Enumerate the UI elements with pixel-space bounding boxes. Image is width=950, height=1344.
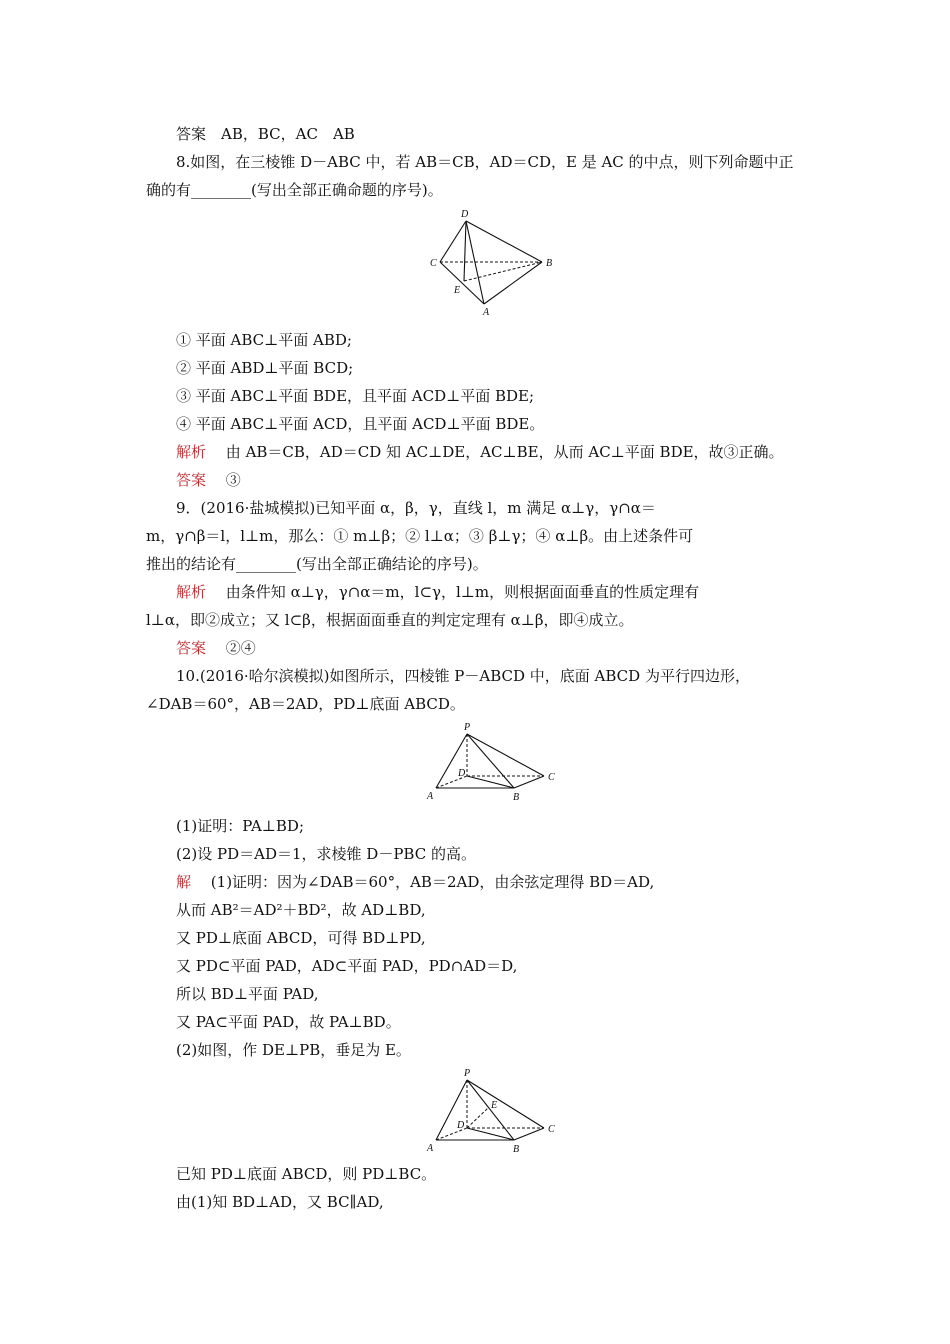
solution-line-4: 又 PD⊂平面 PAD，AD⊂平面 PAD，PD∩AD＝D,	[176, 957, 518, 975]
analysis-8	[176, 442, 784, 462]
fig1-label-a: A	[483, 307, 490, 318]
fig2-label-b: B	[513, 792, 520, 803]
answer-label: 答案	[176, 639, 207, 657]
fig2-label-a: A	[427, 791, 434, 802]
solution-label: 解	[176, 873, 192, 891]
fig1-label-c: C	[430, 258, 437, 269]
proposition-1: ① 平面 ABC⊥平面 ABD;	[176, 331, 352, 349]
fig3-label-p: P	[464, 1068, 471, 1079]
solution-10	[176, 872, 654, 892]
fig3-label-a: A	[427, 1143, 434, 1154]
answer-text: ③	[225, 471, 241, 489]
question-10-line-1: 10.(2016·哈尔滨模拟)如图所示，四棱锥 P－ABCD 中，底面 ABCD 为平行四边形，	[176, 667, 750, 685]
analysis-label: 解析	[176, 443, 207, 461]
analysis-label: 解析	[176, 583, 207, 601]
answer-9	[176, 638, 256, 658]
question-9-line-1: 9．(2016·盐城模拟)已知平面 α，β，γ，直线 l，m 满足 α⊥γ，γ∩α＝	[176, 499, 656, 517]
fig3-label-d: D	[457, 1120, 465, 1131]
analysis-9	[176, 582, 699, 602]
solution-line-2: 从而 AB²＝AD²＋BD²，故 AD⊥BD,	[176, 901, 426, 919]
question-9-line-2: m，γ∩β＝l，l⊥m，那么：① m⊥β；② l⊥α；③ β⊥γ；④ α⊥β。由上述条件可	[146, 527, 694, 545]
question-10-part-2: (2)设 PD＝AD＝1，求棱锥 D－PBC 的高。	[176, 845, 476, 863]
solution-line-5: 所以 BD⊥平面 PAD,	[176, 985, 319, 1003]
solution-line-9: 由(1)知 BD⊥AD，又 BC∥AD,	[176, 1193, 384, 1211]
analysis-9-line-2: l⊥α，即②成立；又 l⊂β，根据面面垂直的判定定理有 α⊥β，即④成立。	[146, 611, 634, 629]
question-10-line-2: ∠DAB＝60°，AB＝2AD，PD⊥底面 ABCD。	[146, 695, 465, 713]
fig2-label-p: P	[464, 722, 471, 733]
fig1-label-b: B	[546, 258, 553, 269]
answer-8	[176, 470, 241, 490]
fig2-label-d: D	[458, 768, 466, 779]
proposition-4: ④ 平面 ABC⊥平面 ACD，且平面 ACD⊥平面 BDE。	[176, 415, 545, 433]
fig1-label-d: D	[461, 209, 469, 220]
figure-pyramid	[424, 720, 564, 810]
answer-text: ②④	[225, 639, 256, 657]
solution-line-8: 已知 PD⊥底面 ABCD，则 PD⊥BC。	[176, 1165, 437, 1183]
answer-label: 答案	[176, 471, 207, 489]
analysis-text: 由 AB＝CB，AD＝CD 知 AC⊥DE，AC⊥BE，从而 AC⊥平面 BDE，故③正确。	[225, 443, 784, 461]
solution-line-3: 又 PD⊥底面 ABCD，可得 BD⊥PD,	[176, 929, 426, 947]
answer-7: 答案 AB，BC，AC AB	[176, 125, 355, 143]
proposition-2: ② 平面 ABD⊥平面 BCD;	[176, 359, 354, 377]
analysis-text: 由条件知 α⊥γ，γ∩α＝m，l⊂γ，l⊥m，则根据面面垂直的性质定理有	[225, 583, 700, 601]
question-10-part-1: (1)证明：PA⊥BD;	[176, 817, 305, 835]
fig2-label-c: C	[548, 772, 555, 783]
question-8-line-1: 8.如图，在三棱锥 D－ABC 中，若 AB＝CB，AD＝CD，E 是 AC 的中点，则下列命题中正	[176, 153, 794, 171]
solution-text: (1)证明：因为∠DAB＝60°，AB＝2AD，由余弦定理得 BD＝AD,	[210, 873, 655, 891]
fig3-label-c: C	[548, 1124, 555, 1135]
solution-line-6: 又 PA⊂平面 PAD，故 PA⊥BD。	[176, 1013, 401, 1031]
figure-pyramid-with-e	[424, 1066, 564, 1160]
question-8-line-2: 确的有________(写出全部正确命题的序号)。	[146, 181, 443, 199]
question-9-line-3: 推出的结论有________(写出全部正确结论的序号)。	[146, 555, 488, 573]
solution-line-7: (2)如图，作 DE⊥PB，垂足为 E。	[176, 1041, 411, 1059]
fig3-label-e: E	[491, 1100, 498, 1111]
proposition-3: ③ 平面 ABC⊥平面 BDE，且平面 ACD⊥平面 BDE;	[176, 387, 535, 405]
fig3-label-b: B	[513, 1144, 520, 1155]
figure-tetrahedron	[424, 206, 564, 322]
fig1-label-e: E	[454, 285, 461, 296]
